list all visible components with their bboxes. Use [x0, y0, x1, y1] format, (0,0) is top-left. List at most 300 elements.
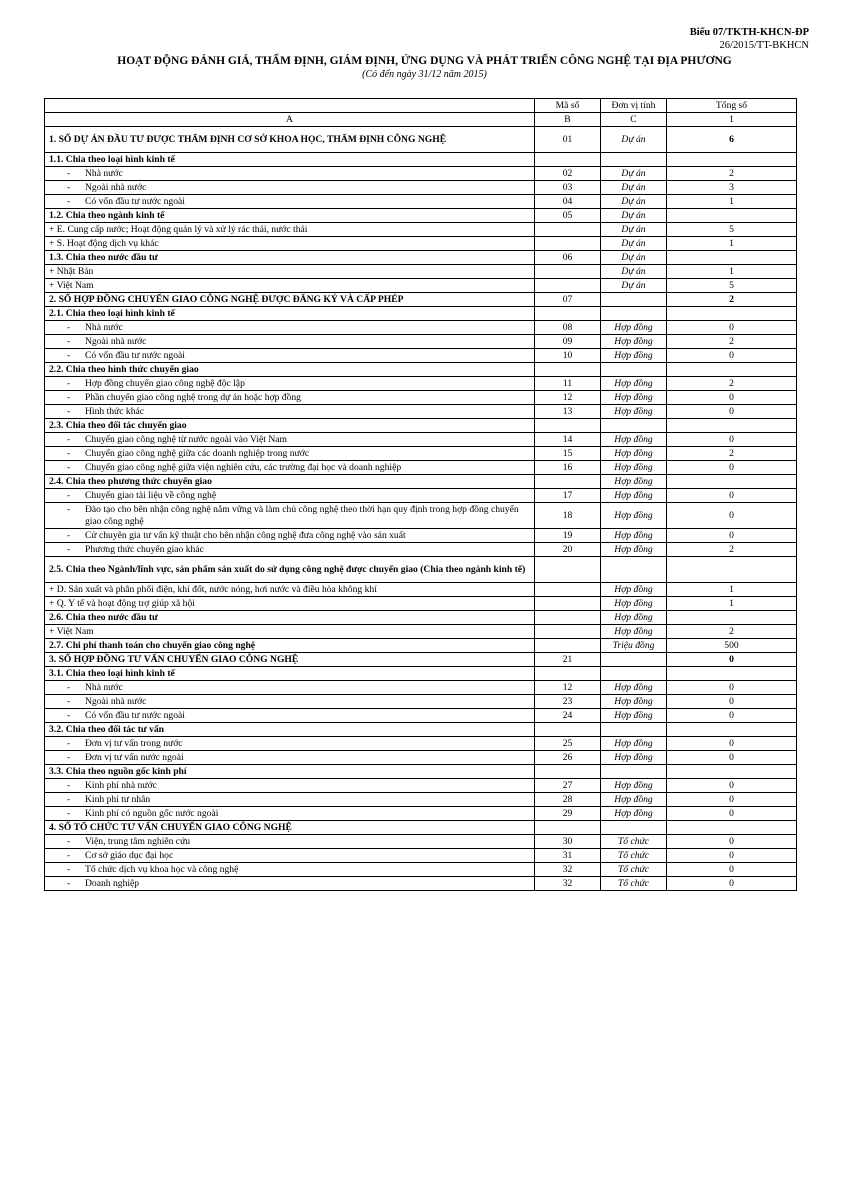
row-unit: Hợp đồng [601, 709, 667, 723]
row-total: 2 [667, 625, 797, 639]
row-total: 2 [667, 293, 797, 307]
row-unit: Dự án [601, 181, 667, 195]
row-total: 0 [667, 489, 797, 503]
row-unit [601, 667, 667, 681]
row-code: 23 [535, 695, 601, 709]
row-label-text: Có vốn đầu tư nước ngoài [85, 709, 185, 721]
bullet-dash: - [67, 681, 71, 693]
row-unit [601, 363, 667, 377]
table-row [45, 543, 797, 557]
table-row [45, 391, 797, 405]
row-label [45, 695, 535, 709]
table-row [45, 793, 797, 807]
row-code: 32 [535, 877, 601, 891]
table-row [45, 209, 797, 223]
row-code: 12 [535, 391, 601, 405]
row-unit: Triệu đồng [601, 639, 667, 653]
row-total: 0 [667, 433, 797, 447]
row-label-text: Chuyển giao công nghệ từ nước ngoài vào Việt Nam [85, 433, 288, 445]
row-code [535, 307, 601, 321]
row-label-text: Chuyển giao công nghệ giữa các doanh nghiệp trong nước [85, 447, 310, 459]
row-total: 0 [667, 835, 797, 849]
row-unit [601, 723, 667, 737]
row-label: 3.3. Chia theo nguồn gốc kinh phí [45, 765, 535, 779]
row-label: 3.1. Chia theo loại hình kinh tế [45, 667, 535, 681]
header-cell [45, 99, 535, 113]
table-row [45, 765, 797, 779]
bullet-dash: - [67, 737, 71, 749]
row-unit: Dự án [601, 265, 667, 279]
row-label [45, 793, 535, 807]
row-code: 27 [535, 779, 601, 793]
table-row [45, 503, 797, 529]
bullet-dash: - [67, 709, 71, 721]
row-label-text: Đơn vị tư vấn trong nước [85, 737, 183, 749]
row-label-text: Doanh nghiệp [85, 877, 140, 889]
row-label [45, 543, 535, 557]
row-code: 06 [535, 251, 601, 265]
table-row [45, 751, 797, 765]
table-row [45, 807, 797, 821]
row-code [535, 557, 601, 583]
table-row [45, 447, 797, 461]
row-total [667, 765, 797, 779]
row-label [45, 447, 535, 461]
table-row [45, 461, 797, 475]
row-code: 32 [535, 863, 601, 877]
table-row [45, 583, 797, 597]
row-unit [601, 653, 667, 667]
row-code: 01 [535, 127, 601, 153]
row-unit: Hợp đồng [601, 751, 667, 765]
letter-cell: 1 [667, 113, 797, 127]
row-unit: Dự án [601, 279, 667, 293]
row-label [45, 461, 535, 475]
bullet-dash: - [67, 849, 71, 861]
letter-cell: B [535, 113, 601, 127]
row-unit: Hợp đồng [601, 405, 667, 419]
row-label-text: Phần chuyển giao công nghệ trong dự án hoặc hợp đồng [85, 391, 301, 403]
table-row [45, 307, 797, 321]
row-code: 11 [535, 377, 601, 391]
row-label: + Việt Nam [45, 279, 535, 293]
row-unit: Hợp đồng [601, 611, 667, 625]
form-code [690, 26, 809, 52]
row-total: 0 [667, 681, 797, 695]
table-row [45, 877, 797, 891]
row-label [45, 779, 535, 793]
row-unit: Hợp đồng [601, 779, 667, 793]
row-label [45, 681, 535, 695]
table-row [45, 557, 797, 583]
row-label-text: Đào tạo cho bên nhận công nghệ nắm vững và làm chủ công nghệ theo thời hạn quy định trong hợp đồng chuyển giao công nghệ [85, 503, 519, 527]
table-row [45, 265, 797, 279]
page-subtitle: (Có đến ngày 31/12 năm 2015) [362, 69, 487, 80]
row-total: 0 [667, 391, 797, 405]
row-label-text: Hình thức khác [85, 405, 145, 417]
row-label-text: Cơ sở giáo dục đại học [85, 849, 174, 861]
row-code [535, 153, 601, 167]
row-unit [601, 821, 667, 835]
row-label: + D. Sản xuất và phân phối điện, khí đốt, nước nóng, hơi nước và điều hòa không khí [45, 583, 535, 597]
row-unit: Hợp đồng [601, 335, 667, 349]
row-label: 3.2. Chia theo đối tác tư vấn [45, 723, 535, 737]
table-row [45, 279, 797, 293]
table-row [45, 335, 797, 349]
table-row [45, 419, 797, 433]
row-total [667, 611, 797, 625]
row-label: + Việt Nam [45, 625, 535, 639]
row-label [45, 709, 535, 723]
row-label [45, 849, 535, 863]
table-row [45, 223, 797, 237]
row-label-text: Phương thức chuyển giao khác [85, 543, 204, 555]
table-row [45, 489, 797, 503]
row-total: 0 [667, 737, 797, 751]
table-row [45, 475, 797, 489]
table-row [45, 377, 797, 391]
row-unit: Tổ chức [601, 849, 667, 863]
table-row [45, 681, 797, 695]
row-label-text: Ngoài nhà nước [85, 695, 147, 707]
row-code: 26 [535, 751, 601, 765]
row-code [535, 597, 601, 611]
row-total [667, 419, 797, 433]
bullet-dash: - [67, 835, 71, 847]
row-unit: Dự án [601, 127, 667, 153]
row-label-text: Cử chuyên gia tư vấn kỹ thuật cho bên nhận công nghệ đưa công nghệ vào sản xuất [85, 529, 406, 541]
row-code [535, 419, 601, 433]
row-unit [601, 153, 667, 167]
row-unit: Hợp đồng [601, 489, 667, 503]
row-unit: Hợp đồng [601, 377, 667, 391]
bullet-dash: - [67, 447, 71, 459]
row-label-text: Nhà nước [85, 167, 123, 179]
row-label: + S. Hoạt động dịch vụ khác [45, 237, 535, 251]
row-label [45, 503, 535, 529]
bullet-dash: - [67, 377, 71, 389]
row-label [45, 321, 535, 335]
row-total: 1 [667, 597, 797, 611]
row-code: 07 [535, 293, 601, 307]
bullet-dash: - [67, 391, 71, 403]
row-unit [601, 293, 667, 307]
row-label [45, 751, 535, 765]
row-code [535, 667, 601, 681]
table-row [45, 321, 797, 335]
row-label: 2.1. Chia theo loại hình kinh tế [45, 307, 535, 321]
row-total: 3 [667, 181, 797, 195]
row-total: 0 [667, 349, 797, 363]
letter-cell: C [601, 113, 667, 127]
row-code: 15 [535, 447, 601, 461]
row-total: 0 [667, 405, 797, 419]
row-label: 4. SỐ TỔ CHỨC TƯ VẤN CHUYỂN GIAO CÔNG NGHỆ [45, 821, 535, 835]
row-label-text: Có vốn đầu tư nước ngoài [85, 195, 185, 207]
header-cell: Đơn vị tính [601, 99, 667, 113]
row-total: 5 [667, 279, 797, 293]
row-unit: Hợp đồng [601, 529, 667, 543]
row-code [535, 821, 601, 835]
row-label-text: Tổ chức dịch vụ khoa học và công nghệ [85, 863, 239, 875]
row-code: 31 [535, 849, 601, 863]
form-code-line2: 26/2015/TT-BKHCN [719, 40, 809, 51]
row-code: 08 [535, 321, 601, 335]
row-total: 0 [667, 321, 797, 335]
row-total: 1 [667, 195, 797, 209]
table-row [45, 167, 797, 181]
row-unit: Tổ chức [601, 863, 667, 877]
row-unit: Hợp đồng [601, 737, 667, 751]
row-total: 6 [667, 127, 797, 153]
bullet-dash: - [67, 181, 71, 193]
row-code: 25 [535, 737, 601, 751]
bullet-dash: - [67, 751, 71, 763]
table-row [45, 737, 797, 751]
table-row [45, 153, 797, 167]
row-total: 2 [667, 377, 797, 391]
row-code: 30 [535, 835, 601, 849]
row-label: + E. Cung cấp nước; Hoạt động quản lý và xử lý rác thải, nước thải [45, 223, 535, 237]
table-row [45, 433, 797, 447]
row-unit [601, 419, 667, 433]
row-unit: Hợp đồng [601, 597, 667, 611]
table-row [45, 779, 797, 793]
row-unit: Dự án [601, 167, 667, 181]
bullet-dash: - [67, 461, 71, 473]
row-code: 16 [535, 461, 601, 475]
row-code: 05 [535, 209, 601, 223]
row-total: 5 [667, 223, 797, 237]
page-title: HOẠT ĐỘNG ĐÁNH GIÁ, THẨM ĐỊNH, GIÁM ĐỊNH, ỨNG DỤNG VÀ PHÁT TRIỂN CÔNG NGHỆ TẠI ĐỊA PHƯƠNG [117, 55, 732, 67]
row-total: 1 [667, 583, 797, 597]
row-label [45, 433, 535, 447]
row-label-text: Hợp đồng chuyển giao công nghệ độc lập [85, 377, 245, 389]
bullet-dash: - [67, 779, 71, 791]
row-code: 12 [535, 681, 601, 695]
row-total: 0 [667, 709, 797, 723]
row-code [535, 475, 601, 489]
row-unit: Hợp đồng [601, 695, 667, 709]
table-row [45, 293, 797, 307]
row-label: 2.3. Chia theo đối tác chuyển giao [45, 419, 535, 433]
bullet-dash: - [67, 349, 71, 361]
row-label-text: Kinh phí nhà nước [85, 779, 157, 791]
row-code [535, 223, 601, 237]
row-total [667, 209, 797, 223]
row-label [45, 377, 535, 391]
row-label [45, 349, 535, 363]
row-unit: Hợp đồng [601, 447, 667, 461]
bullet-dash: - [67, 863, 71, 875]
row-code: 04 [535, 195, 601, 209]
row-label-text: Nhà nước [85, 681, 123, 693]
row-label: 1.3. Chia theo nước đầu tư [45, 251, 535, 265]
row-code: 20 [535, 543, 601, 557]
row-total: 0 [667, 779, 797, 793]
statistics-table [44, 98, 797, 891]
row-label [45, 391, 535, 405]
bullet-dash: - [67, 793, 71, 805]
table-row [45, 127, 797, 153]
row-total: 1 [667, 237, 797, 251]
row-unit: Hợp đồng [601, 543, 667, 557]
row-label [45, 405, 535, 419]
row-label [45, 529, 535, 543]
row-total: 2 [667, 167, 797, 181]
table-row [45, 237, 797, 251]
row-label: 2.4. Chia theo phương thức chuyển giao [45, 475, 535, 489]
row-total [667, 475, 797, 489]
row-total: 1 [667, 265, 797, 279]
row-code [535, 363, 601, 377]
row-unit [601, 307, 667, 321]
row-code: 10 [535, 349, 601, 363]
table-row [45, 723, 797, 737]
row-unit: Hợp đồng [601, 625, 667, 639]
row-label: 2.5. Chia theo Ngành/lĩnh vực, sản phẩm sản xuất do sử dụng công nghệ được chuyển giao (Chia theo ngành kinh tế) [45, 557, 535, 583]
row-label: 3. SỐ HỢP ĐỒNG TƯ VẤN CHUYỂN GIAO CÔNG NGHỆ [45, 653, 535, 667]
row-code: 14 [535, 433, 601, 447]
bullet-dash: - [67, 503, 71, 515]
row-code: 13 [535, 405, 601, 419]
table-row [45, 625, 797, 639]
row-label-text: Đơn vị tư vấn nước ngoài [85, 751, 184, 763]
row-label [45, 863, 535, 877]
table-row [45, 195, 797, 209]
bullet-dash: - [67, 405, 71, 417]
row-total: 0 [667, 751, 797, 765]
table-row [45, 181, 797, 195]
row-label [45, 181, 535, 195]
row-unit [601, 765, 667, 779]
table-row [45, 529, 797, 543]
row-label-text: Kinh phí có nguồn gốc nước ngoài [85, 807, 219, 819]
header-cell: Tổng số [667, 99, 797, 113]
table-row [45, 849, 797, 863]
row-unit: Tổ chức [601, 835, 667, 849]
table-letter-row [45, 113, 797, 127]
table-row [45, 251, 797, 265]
row-label [45, 807, 535, 821]
row-unit: Dự án [601, 223, 667, 237]
row-label-text: Ngoài nhà nước [85, 181, 147, 193]
row-label [45, 489, 535, 503]
table-row [45, 709, 797, 723]
letter-cell: A [45, 113, 535, 127]
row-total: 0 [667, 849, 797, 863]
row-code [535, 279, 601, 293]
row-code [535, 237, 601, 251]
row-label-text: Có vốn đầu tư nước ngoài [85, 349, 185, 361]
row-code: 28 [535, 793, 601, 807]
row-total [667, 723, 797, 737]
row-code [535, 765, 601, 779]
row-label: 1. SỐ DỰ ÁN ĐẦU TƯ ĐƯỢC THẨM ĐỊNH CƠ SỞ KHOA HỌC, THẨM ĐỊNH CÔNG NGHỆ [45, 127, 535, 153]
row-label [45, 167, 535, 181]
table-header-row [45, 99, 797, 113]
row-total [667, 363, 797, 377]
row-code [535, 583, 601, 597]
row-code: 02 [535, 167, 601, 181]
table-row [45, 405, 797, 419]
row-unit: Dự án [601, 195, 667, 209]
row-unit: Hợp đồng [601, 503, 667, 529]
row-code: 24 [535, 709, 601, 723]
row-unit: Hợp đồng [601, 681, 667, 695]
row-label [45, 195, 535, 209]
row-total: 2 [667, 543, 797, 557]
row-total [667, 667, 797, 681]
row-unit: Hợp đồng [601, 433, 667, 447]
row-total: 0 [667, 461, 797, 475]
row-total [667, 251, 797, 265]
table-row [45, 639, 797, 653]
row-label-text: Viện, trung tâm nghiên cứu [85, 835, 191, 847]
row-total [667, 821, 797, 835]
row-unit: Dự án [601, 209, 667, 223]
bullet-dash: - [67, 195, 71, 207]
row-label: 2. SỐ HỢP ĐỒNG CHUYỂN GIAO CÔNG NGHỆ ĐƯỢC ĐĂNG KÝ VÀ CẤP PHÉP [45, 293, 535, 307]
row-unit: Dự án [601, 251, 667, 265]
row-label: 2.6. Chia theo nước đầu tư [45, 611, 535, 625]
row-label: + Nhật Bản [45, 265, 535, 279]
header-cell: Mã số [535, 99, 601, 113]
row-total [667, 153, 797, 167]
row-label-text: Nhà nước [85, 321, 123, 333]
row-label: 2.7. Chi phí thanh toán cho chuyển giao công nghệ [45, 639, 535, 653]
row-label: + Q. Y tế và hoạt động trợ giúp xã hội [45, 597, 535, 611]
row-unit: Hợp đồng [601, 793, 667, 807]
row-label [45, 737, 535, 751]
row-unit: Hợp đồng [601, 475, 667, 489]
bullet-dash: - [67, 877, 71, 889]
table-row [45, 863, 797, 877]
row-total: 0 [667, 695, 797, 709]
bullet-dash: - [67, 807, 71, 819]
row-total [667, 307, 797, 321]
row-code [535, 611, 601, 625]
bullet-dash: - [67, 695, 71, 707]
table-row [45, 835, 797, 849]
row-code [535, 639, 601, 653]
bullet-dash: - [67, 543, 71, 555]
row-label-text: Kinh phí tư nhân [85, 793, 151, 805]
bullet-dash: - [67, 529, 71, 541]
row-unit: Hợp đồng [601, 461, 667, 475]
row-total: 0 [667, 653, 797, 667]
row-total: 0 [667, 807, 797, 821]
row-label-text: Chuyển giao công nghệ giữa viện nghiên cứu, các trường đại học và doanh nghiệp [85, 461, 402, 473]
form-code-line1: Biểu 07/TKTH-KHCN-ĐP [689, 27, 809, 38]
row-code: 29 [535, 807, 601, 821]
row-unit: Hợp đồng [601, 349, 667, 363]
row-label-text: Chuyển giao tài liệu về công nghệ [85, 489, 217, 501]
row-code: 03 [535, 181, 601, 195]
row-total: 0 [667, 529, 797, 543]
row-unit: Hợp đồng [601, 807, 667, 821]
bullet-dash: - [67, 489, 71, 501]
table-row [45, 349, 797, 363]
row-label: 2.2. Chia theo hình thức chuyển giao [45, 363, 535, 377]
table-row [45, 821, 797, 835]
row-unit: Dự án [601, 237, 667, 251]
row-code [535, 625, 601, 639]
table-row [45, 695, 797, 709]
bullet-dash: - [67, 433, 71, 445]
row-unit: Hợp đồng [601, 583, 667, 597]
row-total: 2 [667, 335, 797, 349]
